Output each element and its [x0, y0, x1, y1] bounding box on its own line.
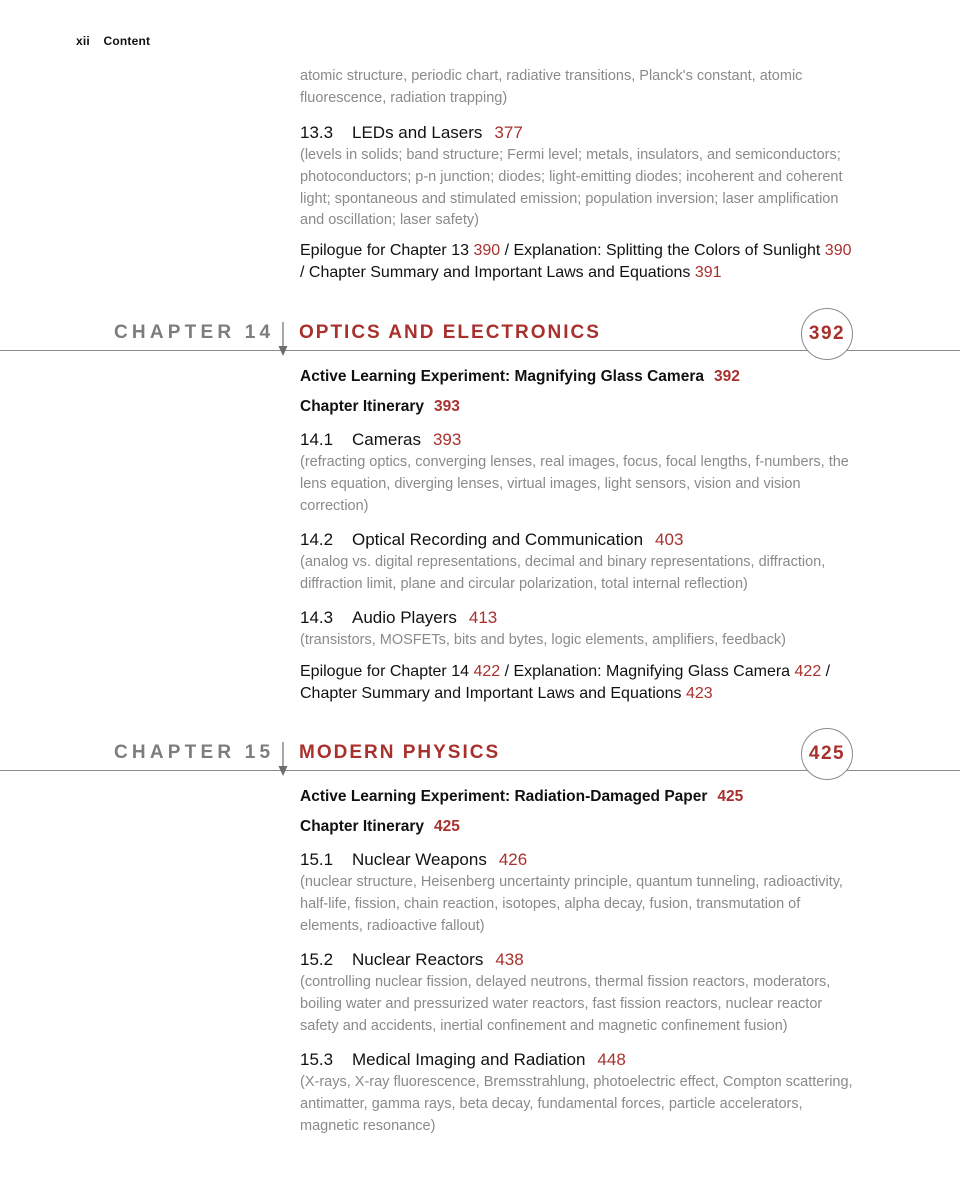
summary-label: / Chapter Summary and Important Laws and Equations [300, 264, 695, 281]
section-title: Optical Recording and Communication [352, 530, 644, 549]
section-number: 13.3 [300, 123, 334, 142]
chapter-14-page-circle: 392 [801, 308, 853, 360]
ale-title: Active Learning Experiment: Magnifying Glass Camera [300, 368, 704, 385]
section-topics: (refracting optics, converging lenses, real images, focus, focal lengths, f-numbers, the lens equation, diverging lenses, virtual images, light sensors, vision and vision correction) [300, 454, 849, 514]
toc-entry-13-3[interactable] [300, 122, 860, 232]
summary-page: 391 [694, 264, 722, 281]
toc-entry-15-3[interactable] [300, 1049, 860, 1137]
section-title: Nuclear Weapons [352, 850, 487, 869]
toc-entry-14-3[interactable] [300, 607, 860, 652]
section-heading [300, 949, 860, 971]
section-number: 15.3 [300, 1050, 334, 1069]
section-topics: (analog vs. digital representations, decimal and binary representations, diffraction, diffraction limit, plane and circular polarization, total internal reflection) [300, 554, 826, 592]
section-number: 15.2 [300, 950, 334, 969]
section-topics: (nuclear structure, Heisenberg uncertainty principle, quantum tunneling, radioactivity, half-life, fission, chain reaction, isotopes, alpha decay, fusion, transmutation of elements, radioactive fallout) [300, 874, 843, 934]
explanation-page: 390 [824, 242, 852, 259]
itinerary-title: Chapter Itinerary [300, 398, 425, 415]
chapter-15-page-circle: 425 [801, 728, 853, 780]
chapter-14-arrow-icon [277, 322, 289, 358]
ale-page: 392 [713, 368, 740, 385]
section-heading [300, 529, 860, 551]
section-page: 426 [498, 850, 528, 869]
epilogue-label: Epilogue for Chapter 13 [300, 242, 474, 259]
section-title: LEDs and Lasers [352, 123, 483, 142]
section-number: 14.1 [300, 430, 334, 449]
section-heading [300, 1049, 860, 1071]
section-title: Medical Imaging and Radiation [352, 1050, 586, 1069]
section-page: 438 [495, 950, 524, 969]
section-topics: (levels in solids; band structure; Fermi level; metals, insulators, and semiconductors; photoconductors; p-n junction; diodes; light-emitting diodes; incoherent and coherent light; spontaneous and stimulated emission; population inversion; laser amplification and oscillation; laser safety) [300, 147, 843, 229]
toc-entry-15-2[interactable] [300, 949, 860, 1037]
chapter-15-arrow-icon [277, 742, 289, 778]
toc-entry-itinerary-15[interactable] [300, 817, 860, 837]
section-heading [300, 429, 860, 451]
explanation-page: 422 [794, 663, 822, 680]
toc-entry-ale-15[interactable] [300, 787, 860, 807]
itinerary-page: 425 [434, 818, 460, 835]
page-number: xii [76, 34, 90, 48]
chapter-14-epilogue [300, 661, 860, 705]
section-title: Audio Players [352, 608, 457, 627]
section-heading [300, 607, 860, 629]
section-title: Nuclear Reactors [352, 950, 484, 969]
section-topics: (controlling nuclear fission, delayed neutrons, thermal fission reactors, moderators, boiling water and pressurized water reactors, fast fission reactors, nuclear reactor safety and accidents, inertial confinement and magnetic confinement fusion) [300, 974, 831, 1034]
summary-label: / Chapter Summary and Important Laws and Equations [300, 663, 831, 702]
toc-entry-14-2[interactable] [300, 529, 860, 596]
toc-entry-itinerary-14[interactable] [300, 397, 860, 417]
epilogue-label: Epilogue for Chapter 14 [300, 663, 474, 680]
chapter-15-label: CHAPTER 15 [114, 742, 275, 763]
section-page: 403 [655, 530, 684, 549]
explanation-label: / Explanation: Magnifying Glass Camera [500, 663, 795, 680]
section-number: 15.1 [300, 850, 334, 869]
section-title: Cameras [352, 430, 421, 449]
itinerary-page: 393 [434, 398, 460, 415]
section-page: 393 [432, 430, 462, 449]
section-page: 413 [468, 608, 498, 627]
explanation-label: / Explanation: Splitting the Colors of Sunlight [500, 242, 825, 259]
toc-entry-15-1[interactable] [300, 849, 860, 937]
itinerary-title: Chapter Itinerary [300, 818, 425, 835]
chapter-14-label: CHAPTER 14 [114, 322, 275, 343]
section-page: 448 [597, 1050, 626, 1069]
section-topics: (X-rays, X-ray fluorescence, Bremsstrahlung, photoelectric effect, Compton scattering, antimatter, gamma rays, beta decay, fundamental forces, particle accelerators, magnetic resonance) [300, 1074, 853, 1134]
running-head-title: Content [103, 34, 151, 48]
chapter-15-title: MODERN PHYSICS [299, 742, 501, 763]
epilogue-page: 422 [473, 663, 501, 680]
section-13-2-continued-desc: atomic structure, periodic chart, radiative transitions, Planck's constant, atomic fluorescence, radiation trapping) [300, 68, 803, 106]
running-head [76, 34, 150, 48]
section-number: 14.3 [300, 608, 334, 627]
section-number: 14.2 [300, 530, 334, 549]
section-heading [300, 849, 860, 871]
chapter-13-epilogue [300, 240, 860, 284]
toc-entry-14-1[interactable] [300, 429, 860, 517]
section-page: 377 [494, 123, 523, 142]
summary-page: 423 [685, 685, 713, 702]
section-heading [300, 122, 860, 144]
toc-entry-ale-14[interactable] [300, 367, 860, 387]
ale-title: Active Learning Experiment: Radiation-Damaged Paper [300, 788, 708, 805]
ale-page: 425 [717, 788, 744, 805]
epilogue-page: 390 [473, 242, 501, 259]
section-topics: (transistors, MOSFETs, bits and bytes, logic elements, amplifiers, feedback) [300, 632, 786, 648]
chapter-14-title: OPTICS AND ELECTRONICS [299, 322, 601, 343]
